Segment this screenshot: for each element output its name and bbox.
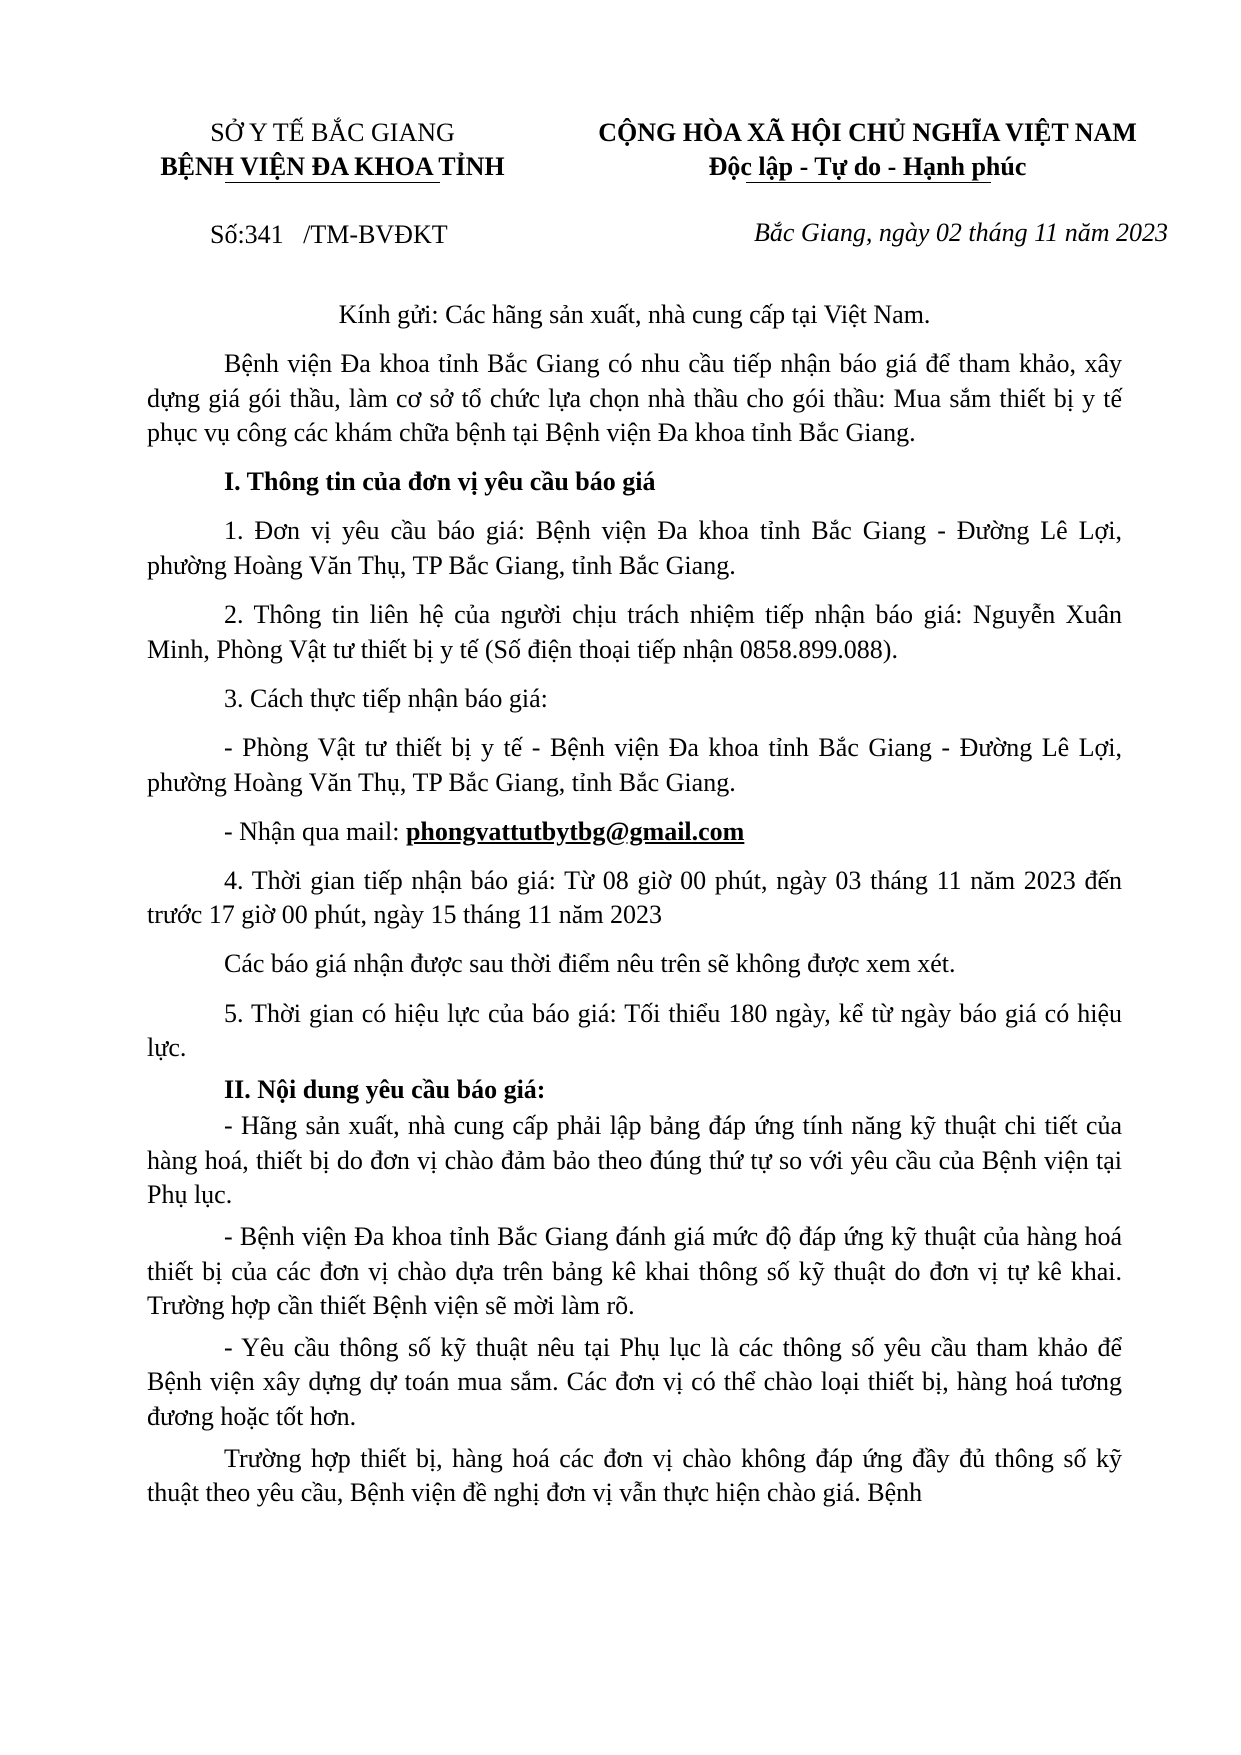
issuer-block	[130, 116, 535, 184]
organization-name: BỆNH VIỆN ĐA KHOA TỈNH	[160, 152, 505, 181]
item-4-note: Các báo giá nhận được sau thời điểm nêu trên sẽ không được xem xét.	[224, 949, 956, 979]
requirement-3: - Yêu cầu thông số kỹ thuật nêu tại Phụ lục là các thông số yêu cầu tham khảo để Bệnh viện xây dựng dự toán mua sắm. Các đơn vị có thể chào loại thiết bị, hàng hoá tương đương hoặc tốt hơn.	[147, 1332, 1122, 1432]
motto: Độc lập - Tự do - Hạnh phúc	[708, 152, 1027, 181]
issuer-underline	[225, 182, 440, 183]
country-name: CỘNG HÒA XÃ HỘI CHỦ NGHĨA VIỆT NAM	[598, 118, 1137, 147]
item-4: 4. Thời gian tiếp nhận báo giá: Từ 08 giờ 00 phút, ngày 03 tháng 11 năm 2023 đến trước 17 giờ 00 phút, ngày 15 tháng 11 năm 2023	[147, 865, 1122, 930]
letter-body	[147, 298, 1122, 1525]
item-2: 2. Thông tin liên hệ của người chịu trách nhiệm tiếp nhận báo giá: Nguyễn Xuân Minh, Phòng Vật tư thiết bị y tế (Số điện thoại tiếp nhận 0858.899.088).	[147, 600, 1122, 664]
item-3-mail	[147, 815, 1122, 850]
email-link[interactable]: phongvattutbytbg@gmail.com	[405, 816, 745, 846]
national-heading	[560, 116, 1175, 184]
document-number: Số:341 /TM-BVĐKT	[210, 220, 448, 249]
requirement-4: Trường hợp thiết bị, hàng hoá các đơn vị chào không đáp ứng đầy đủ thông số kỹ thuật theo yêu cầu, Bệnh viện đề nghị đơn vị vẫn thực hiện chào giá. Bệnh	[147, 1443, 1122, 1508]
item-3: 3. Cách thực tiếp nhận báo giá:	[224, 683, 548, 713]
section-1-title: I. Thông tin của đơn vị yêu cầu báo giá	[224, 467, 656, 497]
requirement-1: - Hãng sản xuất, nhà cung cấp phải lập bảng đáp ứng tính năng kỹ thuật chi tiết của hàng hoá, thiết bị do đơn vị chào đảm bảo theo đúng thứ tự so với yêu cầu của Bệnh viện tại Phụ lục.	[147, 1111, 1122, 1210]
agency-name: SỞ Y TẾ BẮC GIANG	[210, 118, 455, 147]
section-2-title: II. Nội dung yêu cầu báo giá:	[224, 1074, 546, 1104]
item-3-office: - Phòng Vật tư thiết bị y tế - Bệnh viện Đa khoa tỉnh Bắc Giang - Đường Lê Lợi, phường Hoàng Văn Thụ, TP Bắc Giang, tỉnh Bắc Giang.	[147, 732, 1122, 797]
recipient-line: Kính gửi: Các hãng sản xuất, nhà cung cấp tại Việt Nam.	[338, 300, 931, 329]
item-5: 5. Thời gian có hiệu lực của báo giá: Tối thiểu 180 ngày, kể từ ngày báo giá có hiệu lực.	[147, 998, 1122, 1063]
motto-underline	[746, 182, 991, 183]
mail-label: - Nhận qua mail:	[224, 816, 406, 846]
requirement-2: - Bệnh viện Đa khoa tỉnh Bắc Giang đánh giá mức độ đáp ứng kỹ thuật của hàng hoá thiết bị của các đơn vị chào dựa trên bảng kê khai thông số kỹ thuật do đơn vị tự kê khai. Trường hợp cần thiết Bệnh viện sẽ mời làm rõ.	[147, 1222, 1122, 1321]
date-line: Bắc Giang, ngày 02 tháng 11 năm 2023	[753, 218, 1168, 247]
item-1: 1. Đơn vị yêu cầu báo giá: Bệnh viện Đa khoa tỉnh Bắc Giang - Đường Lê Lợi, phường Hoàng Văn Thụ, TP Bắc Giang, tỉnh Bắc Giang.	[147, 516, 1122, 581]
intro-paragraph: Bệnh viện Đa khoa tỉnh Bắc Giang có nhu cầu tiếp nhận báo giá để tham khảo, xây dựng giá gói thầu, làm cơ sở tổ chức lựa chọn nhà thầu cho gói thầu: Mua sắm thiết bị y tế phục vụ công các khám chữa bệnh tại Bệnh viện Đa khoa tỉnh Bắc Giang.	[147, 349, 1122, 448]
